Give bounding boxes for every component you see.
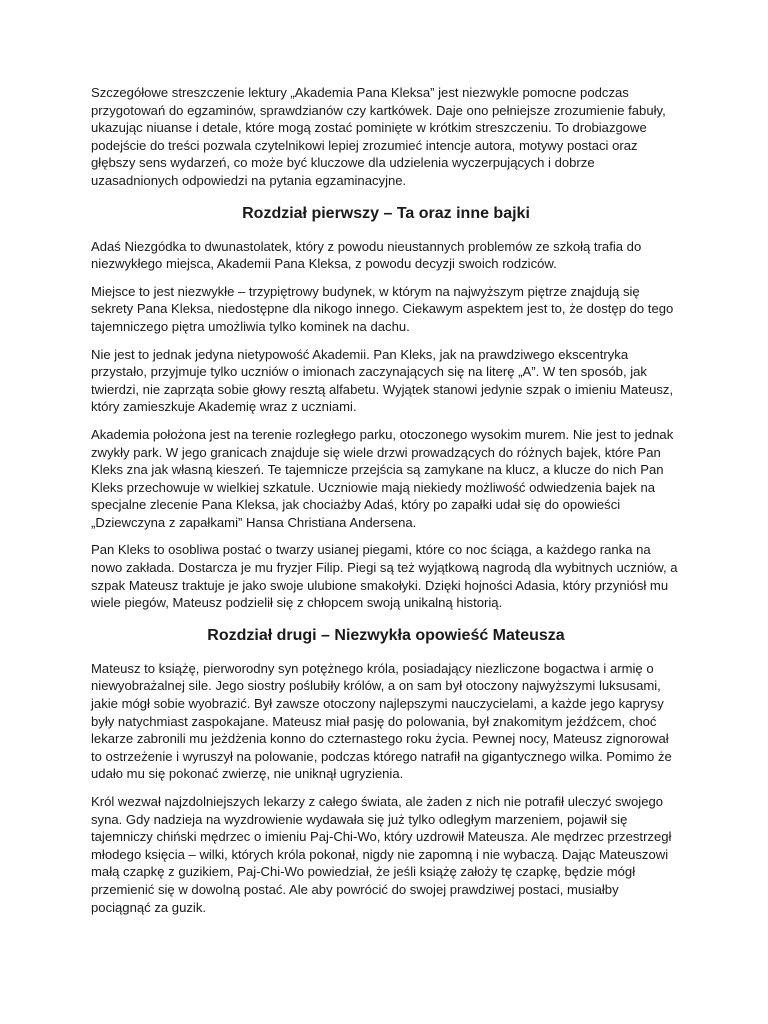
chapter-1-paragraph-1: Adaś Niezgódka to dwunastolatek, który z powodu nieustannych problemów ze szkołą trafia do niezwykłego miejsca, Akademii Pana Kleksa, z powodu decyzji swoich rodziców. — [91, 238, 642, 272]
chapter-1-heading: Rozdział pierwszy – Ta oraz inne bajki — [242, 204, 530, 222]
chapter-1-paragraph-2: Miejsce to jest niezwykłe – trzypiętrowy budynek, w którym na najwyższym piętrze znajdują się sekrety Pana Kleksa, niedostępne dla nikogo innego. Ciekawym aspektem jest to, że dostęp do tego tajemniczego piętra umożliwia tylko kominek na dachu. — [91, 283, 674, 334]
chapter-2-paragraph-1: Mateusz to książę, pierworodny syn potężnego króla, posiadający niezliczone bogactwa i armię o niewyobrażalnej sile. Jego siostry poślubiły królów, a on sam był otoczony najwyższymi luksusami, jakie mógł sobie wyobrazić. Był zawsze otoczony najlepszymi nauczycielami, a każde jego kaprysy były natychmiast zaspokajane. Mateusz miał pasję do polowania, był znakomitym jeźdźcem, choć lekarze zabronili mu jeżdżenia konno do czternastego roku życia. Pewnej nocy, Mateusz zignorował to ostrzeżenie i wyruszył na polowanie, podczas którego natrafił na gigantycznego wilka. Pomimo że udało mu się pokonać zwierzę, nie uniknął ugryzienia. — [91, 660, 672, 782]
document-page — [91, 84, 681, 926]
chapter-1-paragraph-5: Pan Kleks to osobliwa postać o twarzy usianej piegami, które co noc ściąga, a każdego ranka na nowo zakłada. Dostarcza je mu fryzjer Filip. Piegi są też wyjątkową nagrodą dla wybitnych uczniów, a szpak Mateusz traktuje je jako swoje ulubione smakołyki. Dzięki hojności Adasia, który przyniósł mu wiele piegów, Mateusz podzielił się z chłopcem swoją unikalną historią. — [91, 542, 678, 611]
chapter-1-paragraph-3: Nie jest to jednak jedyna nietypowość Akademii. Pan Kleks, jak na prawdziwego ekscentryka przystało, przyjmuje tylko uczniów o imionach zaczynających się na literę „A”. W ten sposób, jak twierdzi, nie zaprząta sobie głowy resztą alfabetu. Wyjątek stanowi jedynie szpak o imieniu Mateusz, który zamieszkuje Akademię wraz z uczniami. — [91, 346, 674, 415]
chapter-2-heading: Rozdział drugi – Niezwykła opowieść Mateusza — [207, 626, 565, 644]
intro-paragraph: Szczegółowe streszczenie lektury „Akademia Pana Kleksa” jest niezwykle pomocne podczas przygotowań do egzaminów, sprawdzianów czy kartkówek. Daje ono pełniejsze zrozumienie fabuły, ukazując niuanse i detale, które mogą zostać pominięte w krótkim streszczeniu. To drobiazgowe podejście do treści pozwala czytelnikowi lepiej zrozumieć intencje autora, motywy postaci oraz głębszy sens wydarzeń, co może być kluczowe dla udzielenia wyczerpujących i dobrze uzasadnionych odpowiedzi na pytania egzaminacyjne. — [91, 85, 666, 188]
chapter-2-paragraph-2: Król wezwał najzdolniejszych lekarzy z całego świata, ale żaden z nich nie potrafił uleczyć swojego syna. Gdy nadzieja na wyzdrowienie wydawała się już tylko odległym marzeniem, pojawił się tajemniczy chiński mędrzec o imieniu Paj-Chi-Wo, który uzdrowił Mateusza. Ale mędrzec przestrzegł młodego księcia – wilki, których króla pokonał, nigdy nie zapomną i nie wybaczą. Dając Mateuszowi małą czapkę z guzikiem, Paj-Chi-Wo powiedział, że jeśli książę założy tę czapkę, będzie mógł przemienić się w dowolną postać. Ale aby powrócić do swojej prawdziwej postaci, musiałby pociągnąć za guzik. — [91, 794, 672, 915]
chapter-1-paragraph-4: Akademia położona jest na terenie rozległego parku, otoczonego wysokim murem. Nie jest to jednak zwykły park. W jego granicach znajduje się wiele drzwi prowadzących do różnych bajek, które Pan Kleks zna jak własną kieszeń. Te tajemnicze przejścia są zamykane na klucz, a klucze do nich Pan Kleks przechowuje w wielkiej szkatule. Uczniowie mają niekiedy możliwość odwiedzenia bajek na specjalne zlecenie Pana Kleksa, jak chociażby Adaś, który po zapałki udał się do opowieści „Dziewczyna z zapałkami” Hansa Christiana Andersena. — [91, 426, 674, 530]
